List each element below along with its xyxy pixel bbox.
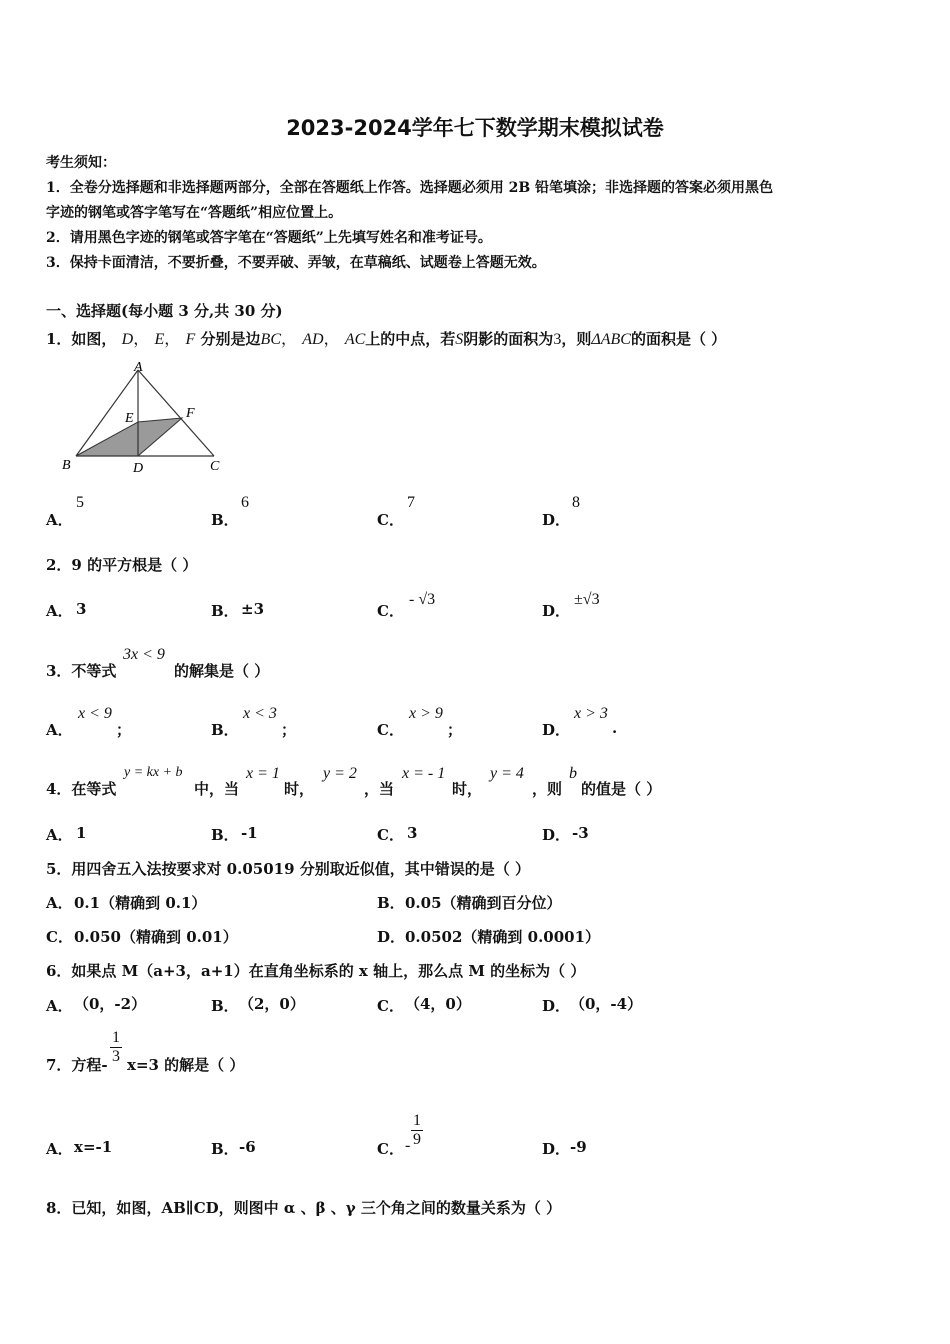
q1-F: F [185,331,196,348]
q3-option-d-label: D． [542,721,571,739]
q4-text-5: ，则 [532,780,563,798]
q5-option-c-label: C． [46,928,73,946]
q4-text-1: 中，当 [194,780,240,798]
question-6-stem: 6．如果点 M（a+3，a+1）在直角坐标系的 x 轴上，那么点 M 的坐标为（ ） [46,962,586,980]
q2-option-d-value: ±√3 [574,591,600,608]
q3-option-a-tail: ； [116,721,132,739]
q3-prefix: 3．不等式 [46,662,117,680]
q1-AC: AC [344,331,366,348]
q7-option-c-label: C． [377,1140,404,1158]
q1-ABC: ΔABC [591,331,631,348]
q1-option-b-label: B． [211,511,239,529]
q3-expression: 3x < 9 [123,646,165,663]
q5-option-b-label: B． [377,894,405,912]
label-B: B [62,458,71,473]
q3-option-b-label: B． [211,721,239,739]
q4-condition-1: x = 1 [246,765,280,782]
q7-option-c-numerator: 1 [413,1112,421,1129]
q1-option-d-value: 8 [572,494,580,511]
q7-fraction [110,1029,122,1066]
label-D: D [133,461,144,476]
notice-line-3: 3．保持卡面清洁，不要折叠，不要弄破、弄皱，在草稿纸、试题卷上答题无效。 [46,255,546,271]
q1-option-c-value: 7 [407,494,415,511]
q3-option-c-tail: ； [447,721,463,739]
q3-option-d-tail: . [612,719,618,737]
q3-option-d-value: x > 3 [574,705,608,722]
q1-three: 3 [553,331,562,348]
q4-end: 的值是（ ） [581,780,662,798]
question-2-stem: 2．9 的平方根是（ ） [46,556,198,574]
q1-option-c-label: C． [377,511,404,529]
q4-condition-4: y = 4 [490,765,524,782]
q4-option-d-label: D． [542,826,571,844]
question-5-stem: 5．用四舍五入法按要求对 0.05019 分别取近似值，其中错误的是（ ） [46,860,530,878]
q3-end: 的解集是（ ） [174,662,270,680]
q6-option-d-label: D． [542,997,571,1015]
q6-option-c-label: C． [377,997,404,1015]
q4-prefix: 4．在等式 [46,780,117,798]
q3-option-a-label: A． [46,721,73,739]
q7-option-c-fraction [411,1112,423,1149]
label-E: E [125,411,134,426]
q7-option-a-value: x=-1 [74,1138,113,1156]
q6-option-b-label: B． [211,997,239,1015]
page-title: 2023-2024学年七下数学期末模拟试卷 [286,116,664,140]
q2-option-c-value: - √3 [409,591,436,608]
q3-option-c-value: x > 9 [409,705,443,722]
q4-equation: y = kx + b [124,765,183,780]
q4-b: b [569,765,577,782]
label-C: C [210,459,220,474]
triangle-figure [58,356,228,478]
q1-S: S [455,331,464,348]
q1-D: D [121,331,134,348]
q7-option-d-label: D． [542,1140,571,1158]
q1-E: E [154,331,165,348]
q3-option-b-value: x < 3 [243,705,277,722]
q2-option-c-label: C． [377,602,404,620]
q3-option-a-value: x < 9 [78,705,112,722]
q1-mid4: ，则 [561,330,592,348]
notice-line-1a: 1．全卷分选择题和非选择题两部分，全部在答题纸上作答。选择题必须用 2B 铅笔填涂；非选择题的答案必须用黑色 [46,180,774,196]
q4-text-2: 时， [284,780,315,798]
q5-option-d-value: 0.0502（精确到 0.0001） [405,928,601,946]
q5-option-a-label: A． [46,894,73,912]
q3-option-c-label: C． [377,721,404,739]
q1-prefix: 1．如图， [46,330,117,348]
q6-option-a-label: A． [46,997,73,1015]
q1-option-a-label: A． [46,511,73,529]
q7-option-d-value: -9 [570,1138,587,1156]
notice-line-2: 2．请用黑色字迹的钢笔或答字笔在“答题纸”上先填写姓名和准考证号。 [46,230,492,246]
q7-option-b-label: B． [211,1140,239,1158]
label-A: A [134,360,143,375]
q1-mid3: 阴影的面积为 [463,330,554,348]
q4-option-d-value: -3 [572,824,589,842]
notice-heading: 考生须知： [46,155,116,171]
q2-option-b-label: B． [211,602,239,620]
q4-option-a-value: 1 [76,824,87,842]
q7-option-a-label: A． [46,1140,73,1158]
q4-text-3: ，当 [364,780,395,798]
q1-mid1: 分别是边 [200,330,261,348]
q7-option-c-denominator: 9 [413,1131,421,1148]
q6-option-c-value: （4，0） [405,995,471,1013]
q2-option-a-label: A． [46,602,73,620]
q4-option-b-value: -1 [241,824,258,842]
q7-option-c-sign: - [405,1137,411,1154]
q5-option-d-label: D． [377,928,406,946]
q7-denominator: 3 [112,1048,120,1065]
q5-option-c-value: 0.050（精确到 0.01） [74,928,238,946]
q2-option-d-label: D． [542,602,571,620]
q1-AD: AD [302,331,324,348]
q1-option-d-label: D． [542,511,571,529]
q4-option-b-label: B． [211,826,239,844]
q4-condition-2: y = 2 [323,765,357,782]
q4-condition-3: x = - 1 [402,765,446,782]
question-8-stem: 8．已知，如图，AB∥CD，则图中 α 、β 、γ 三个角之间的数量关系为（ ） [46,1199,562,1217]
q1-end: 的面积是（ ） [630,330,727,348]
q5-option-a-value: 0.1（精确到 0.1） [74,894,207,912]
q5-option-b-value: 0.05（精确到百分位） [405,894,562,912]
q4-text-4: 时， [452,780,483,798]
q6-option-b-value: （2，0） [239,995,305,1013]
q4-option-c-value: 3 [407,824,418,842]
q1-mid2: 上的中点，若 [365,330,456,348]
notice-line-1b: 字迹的钢笔或答字笔写在“答题纸”相应位置上。 [46,205,343,221]
question-1-stem: 1．如图， D， E， F 分别是边BC， AD， AC上的中点，若S阴影的面积为3，则ΔABC的面积是（ ） [46,330,727,348]
q7-option-b-value: -6 [239,1138,256,1156]
q2-option-a-value: 3 [76,600,87,618]
q1-option-a-value: 5 [76,494,84,511]
q6-option-d-value: （0，-4） [570,995,643,1013]
q6-option-a-value: （0，-2） [74,995,147,1013]
q1-BC: BC [260,331,281,348]
q1-option-b-value: 6 [241,494,249,511]
label-F: F [186,406,195,421]
q3-option-b-tail: ； [281,721,297,739]
q7-numerator: 1 [112,1029,120,1046]
q7-prefix: 7．方程- [46,1056,108,1074]
section-heading: 一、选择题(每小题 3 分,共 30 分) [46,302,283,320]
q4-option-a-label: A． [46,826,73,844]
q4-option-c-label: C． [377,826,404,844]
q7-end: x=3 的解是（ ） [127,1056,245,1074]
q2-option-b-value: ±3 [241,600,265,618]
